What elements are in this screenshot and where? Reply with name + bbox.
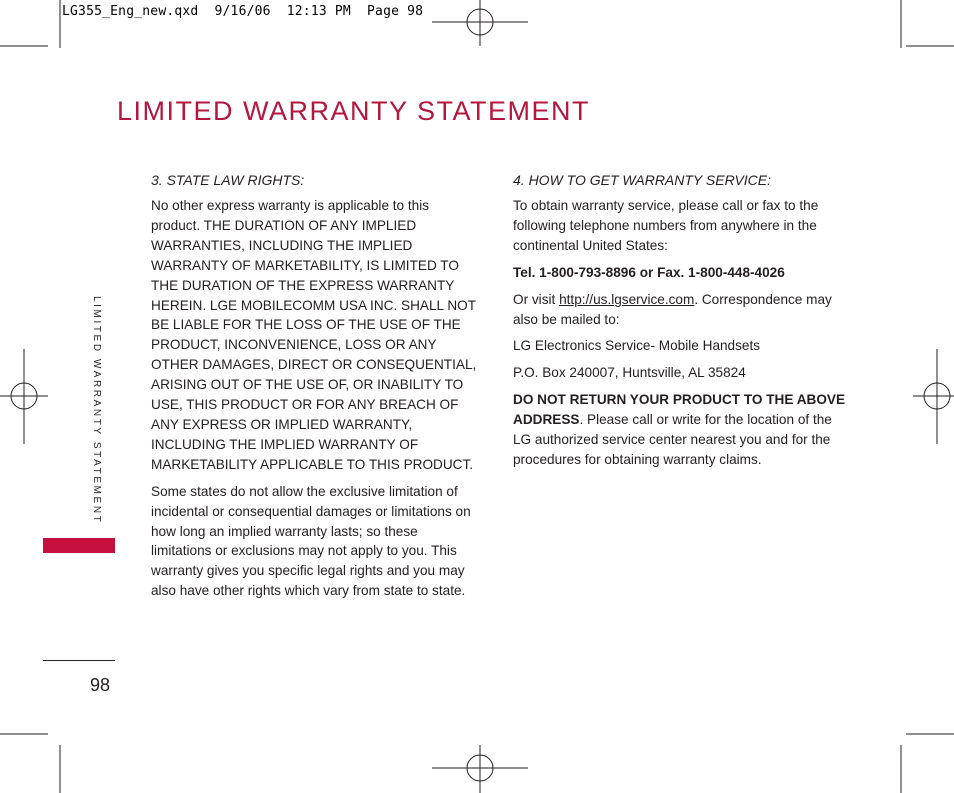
page-number: 98 xyxy=(90,675,111,695)
registration-mark-top xyxy=(432,0,528,46)
registration-mark-bottom xyxy=(432,745,528,793)
warranty-service-heading: 4. HOW TO GET WARRANTY SERVICE: xyxy=(513,172,772,188)
vertical-section-label: LIMITED WARRANTY STATEMENT xyxy=(91,296,102,525)
service-intro-paragraph: To obtain warranty service, please call or fax to the following telephone numbers from anywhere in the continental United States: xyxy=(513,198,819,253)
left-column xyxy=(151,171,481,608)
implied-warranty-paragraph: No other express warranty is applicable to this product. THE DURATION OF ANY IMPLIED WARRANTIES, INCLUDING THE IMPLIED WARRANTY OF MARKETABILITY, IS LIMITED TO THE DURATION OF THE EXPRESS WARRANTY HEREIN. LGE MOBILECOMM USA INC. SHALL NOT BE LIABLE FOR THE LOSS OF THE USE OF THE PRODUCT, INCONVENIENCE, LOSS OR ANY OTHER DAMAGES, DIRECT OR CONSEQUENTIAL, ARISING OUT OF THE USE OF, OR INABILITY TO USE, THIS PRODUCT OR FOR ANY BREACH OF ANY EXPRESS OR IMPLIED WARRANTY, INCLUDING THE IMPLIED WARRANTY OF MARKETABILITY APPLICABLE TO THIS PRODUCT. xyxy=(151,198,477,472)
registration-mark-left xyxy=(0,349,48,444)
print-slug-line: LG355_Eng_new.qxd 9/16/06 12:13 PM Page 98 xyxy=(62,4,424,19)
state-limitations-paragraph: Some states do not allow the exclusive limitation of incidental or consequential damages or limitations on how long an implied warranty lasts; so these limitations or exclusions may not apply to you. This warranty gives you specific legal rights and you may also have other rights which vary from state to state. xyxy=(151,483,471,599)
section-tab-bar xyxy=(43,538,115,553)
lg-service-link[interactable]: http://us.lgservice.com xyxy=(559,291,695,307)
visit-prefix: Or visit xyxy=(513,291,560,307)
website-paragraph xyxy=(513,290,848,330)
visit-suffix: . Correspondence may also be mailed to: xyxy=(513,291,832,327)
phone-fax-line: Tel. 1-800-793-8896 or Fax. 1-800-448-4026 xyxy=(513,264,785,280)
address-line-1: LG Electronics Service- Mobile Handsets xyxy=(513,338,761,354)
address-line-2: P.O. Box 240007, Huntsville, AL 35824 xyxy=(513,365,746,381)
do-not-return-warning: DO NOT RETURN YOUR PRODUCT TO THE ABOVE ADDRESS xyxy=(513,392,846,428)
do-not-return-instructions: . Please call or write for the location of the LG authorized service center nearest you and for the procedures for obtaining warranty claims. xyxy=(513,412,832,467)
page-title: LIMITED WARRANTY STATEMENT xyxy=(117,96,591,126)
page-number-rule xyxy=(43,660,115,661)
right-column xyxy=(513,171,848,477)
do-not-return-paragraph xyxy=(513,390,848,470)
state-law-rights-heading: 3. STATE LAW RIGHTS: xyxy=(151,172,305,188)
registration-mark-right xyxy=(913,349,954,444)
